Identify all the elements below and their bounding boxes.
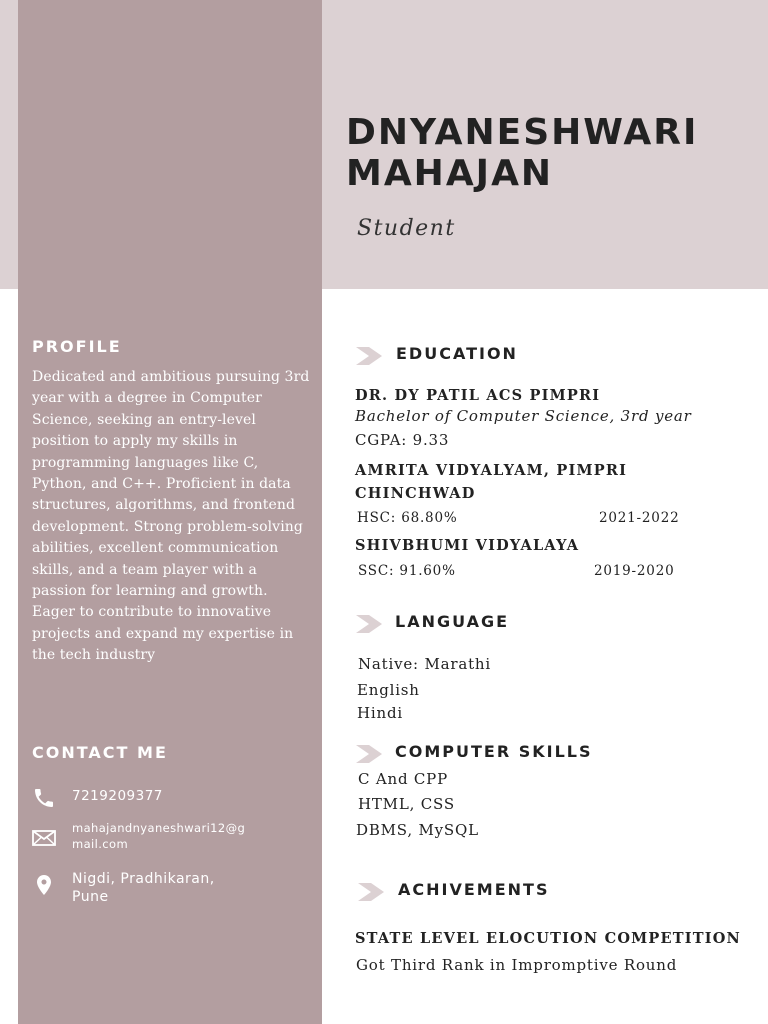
achievement-title: STATE LEVEL ELOCUTION COMPETITION (355, 930, 741, 947)
profile-text: Dedicated and ambitious pursuing 3rd year with a degree in Computer Science, seeking an entry-level position to apply my skills in programming languages like C, Python, and C++. Proficient in data structures, algorithms, and frontend development. Strong problem-solving abilities, excellent communication skills, and a team player with a passion for learning and growth. Eager to contribute to innovative projects and expand my expertise in the tech industry (32, 369, 310, 664)
contact-email (32, 820, 317, 854)
hsc-years: 2021-2022 (599, 510, 680, 526)
contact-address (32, 870, 317, 910)
college-name: DR. DY PATIL ACS PIMPRI (355, 387, 601, 404)
college-cgpa: CGPA: 9.33 (355, 431, 450, 449)
contact-heading: CONTACT ME (32, 743, 168, 762)
skill-item: C And CPP (358, 770, 448, 788)
first-name: DNYANESHWARI (346, 112, 699, 153)
chevron-right-icon (356, 615, 382, 633)
email-address (72, 820, 245, 852)
contact-phone (32, 786, 317, 810)
education-heading (356, 344, 756, 368)
language-item: Native: Marathi (358, 655, 491, 673)
skills-heading-label: COMPUTER SKILLS (395, 742, 593, 761)
skill-item: HTML, CSS (358, 795, 455, 813)
ssc-score: SSC: 91.60% (358, 563, 456, 579)
email-line-2: mail.com (72, 837, 129, 851)
address (72, 870, 215, 906)
achievement-detail: Got Third Rank in Impromptive Round (356, 956, 678, 974)
skills-heading (356, 742, 756, 766)
location-pin-icon (32, 873, 56, 897)
achievements-heading-label: ACHIVEMENTS (398, 880, 550, 899)
language-heading (356, 612, 756, 636)
language-item: English (357, 681, 420, 699)
address-line-1: Nigdi, Pradhikaran, (72, 871, 215, 887)
hsc-school-name-line-2: CHINCHWAD (355, 485, 476, 502)
chevron-right-icon (356, 347, 382, 365)
last-name: MAHAJAN (346, 153, 554, 194)
phone-number: 7219209377 (72, 788, 163, 804)
chevron-right-icon (356, 745, 382, 763)
hsc-score: HSC: 68.80% (357, 510, 458, 526)
profile-heading: PROFILE (32, 337, 122, 356)
ssc-school-name: SHIVBHUMI VIDYALAYA (355, 537, 580, 554)
phone-icon (32, 786, 56, 810)
email-line-1: mahajandnyaneshwari12@g (72, 821, 246, 835)
college-degree: Bachelor of Computer Science, 3rd year (355, 407, 692, 425)
hsc-school-name-line-1: AMRITA VIDYALYAM, PIMPRI (355, 462, 628, 479)
chevron-right-icon (358, 883, 384, 901)
skill-item: DBMS, MySQL (356, 821, 479, 839)
language-item: Hindi (357, 704, 403, 722)
envelope-icon (32, 826, 56, 850)
ssc-years: 2019-2020 (594, 563, 675, 579)
person-name (346, 112, 756, 194)
address-line-2: Pune (72, 889, 109, 905)
achievements-heading (358, 880, 758, 904)
job-title: Student (357, 216, 456, 241)
education-heading-label: EDUCATION (396, 344, 518, 363)
language-heading-label: LANGUAGE (395, 612, 510, 631)
